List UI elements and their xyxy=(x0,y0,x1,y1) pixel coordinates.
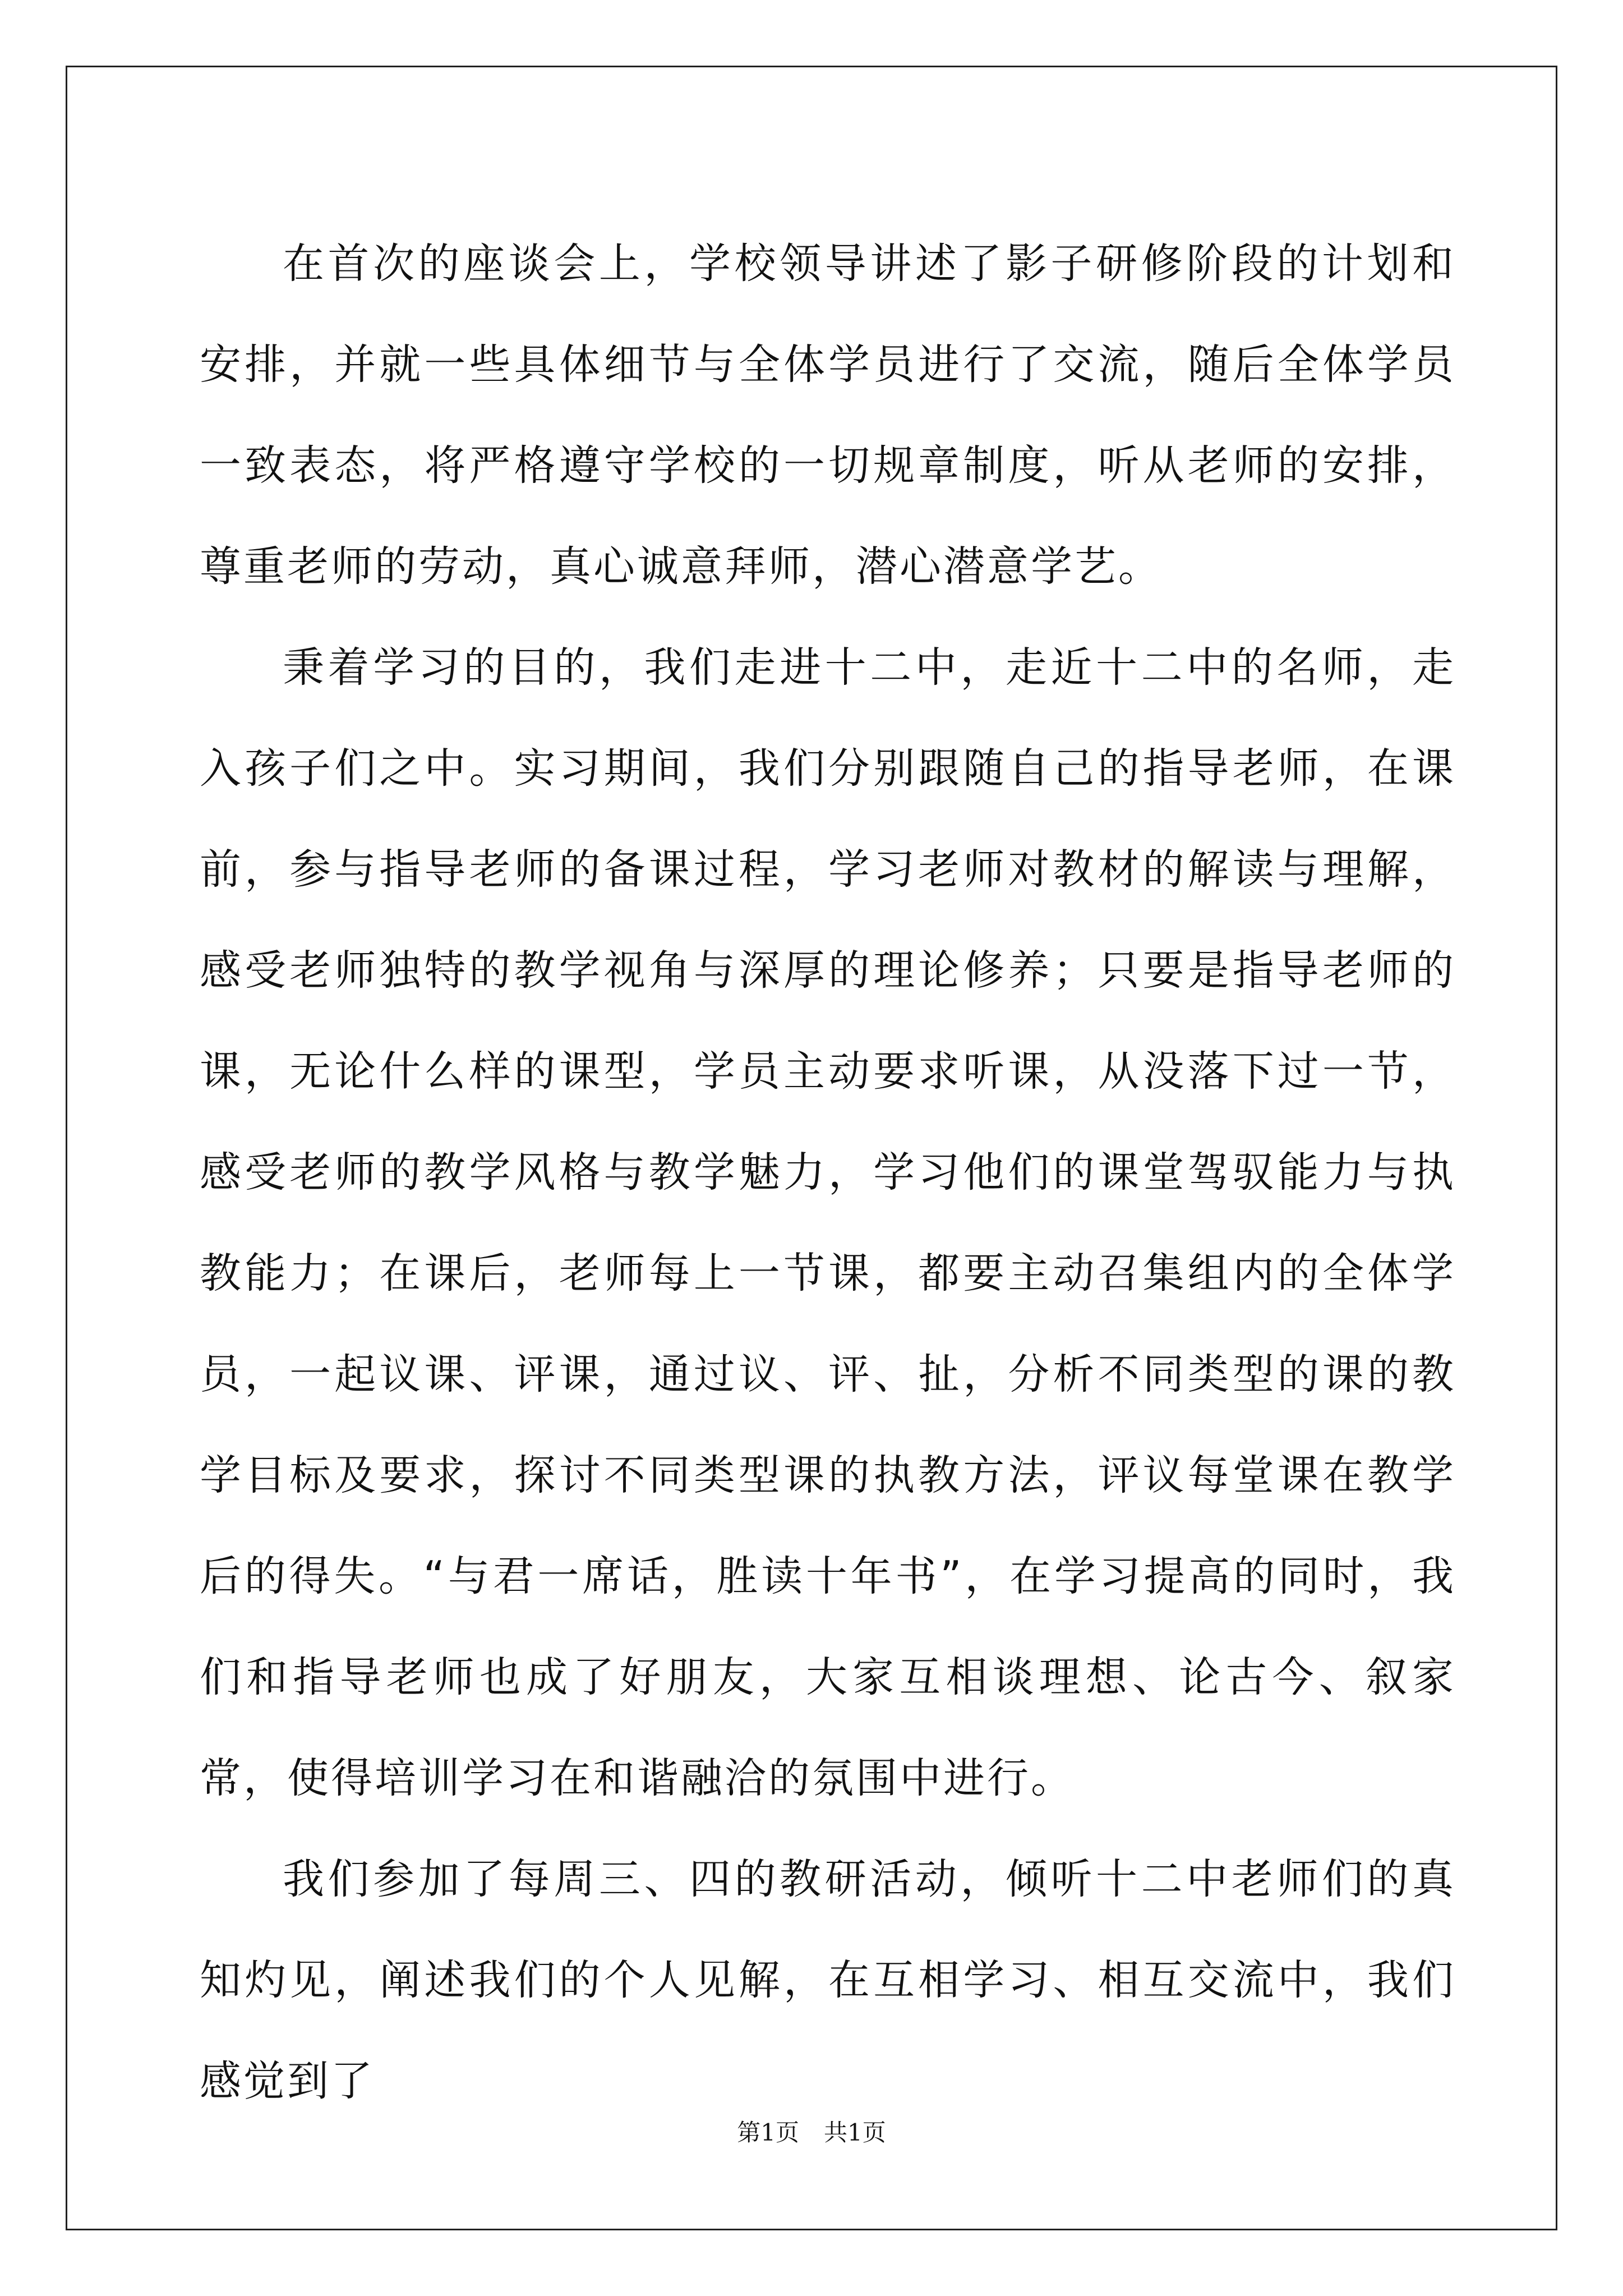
page-footer xyxy=(0,2116,1623,2150)
page-number-total: 共1页 xyxy=(824,2119,886,2146)
paragraph: 秉着学习的目的，我们走进十二中，走近十二中的名师，走入孩子们之中。实习期间，我们分别跟随自己的指导老师，在课前，参与指导老师的备课过程，学习老师对教材的解读与理解，感受老师独特的教学视角与深厚的理论修养；只要是指导老师的课，无论什么样的课型，学员主动要求听课，从没落下过一节，感受老师的教学风格与教学魅力，学习他们的课堂驾驭能力与执教能力；在课后，老师每上一节课，都要主动召集组内的全体学员，一起议课、评课，通过议、评、扯，分析不同类型的课的教学目标及要求，探讨不同类型课的执教方法，评议每堂课在教学后的得失。“与君一席话，胜读十年书”，在学习提高的同时，我们和指导老师也成了好朋友，大家互相谈理想、论古今、叙家常，使得培训学习在和谐融洽的氛围中进行。 xyxy=(200,643,1456,1802)
paragraph: 我们参加了每周三、四的教研活动，倾听十二中老师们的真知灼见，阐述我们的个人见解，在互相学习、相互交流中，我们感觉到了 xyxy=(200,1855,1456,2105)
page-number-current: 第1页 xyxy=(737,2119,799,2146)
paragraph: 在首次的座谈会上，学校领导讲述了影子研修阶段的计划和安排，并就一些具体细节与全体学员进行了交流，随后全体学员一致表态，将严格遵守学校的一切规章制度，听从老师的安排，尊重老师的劳动，真心诚意拜师，潜心潜意学艺。 xyxy=(200,240,1456,591)
document-body xyxy=(200,213,1456,2132)
